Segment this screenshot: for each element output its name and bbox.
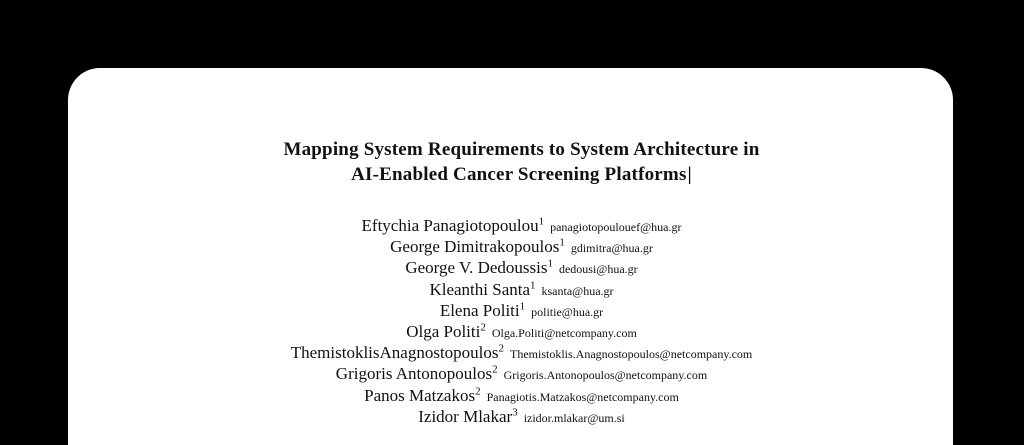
author-email: gdimitra@hua.gr [570, 241, 653, 256]
author-row[interactable] [90, 364, 953, 385]
author-name: Eftychia Panagiotopoulou [361, 216, 539, 235]
author-row[interactable] [90, 407, 953, 428]
author-email: Grigoris.Antonopoulos@netcompany.com [503, 368, 708, 383]
author-email: panagiotopoulouef@hua.gr [550, 220, 682, 234]
author-affiliation-mark: 1 [547, 257, 553, 270]
author-row[interactable] [90, 237, 953, 258]
author-row[interactable] [90, 258, 953, 279]
author-email: dedousi@hua.gr [558, 262, 638, 277]
author-affiliation-mark: 1 [538, 215, 545, 228]
document-page[interactable] [68, 68, 953, 445]
author-affiliation-mark: 2 [480, 321, 486, 334]
author-name: George Dimitrakopoulos [390, 237, 560, 257]
author-affiliation-mark: 2 [498, 342, 505, 355]
author-name: Izidor Mlakar [418, 406, 513, 426]
author-email: politie@hua.gr [531, 304, 604, 319]
document-title-line1[interactable]: Mapping System Requirements to System Architecture in [283, 139, 760, 160]
author-row[interactable] [90, 301, 953, 322]
author-email: izidor.mlakar@um.si [523, 410, 625, 425]
document-content [68, 68, 953, 428]
author-list [90, 216, 953, 428]
author-email: Panagiotis.Matzakos@netcompany.com [486, 389, 679, 404]
author-affiliation-mark: 1 [559, 236, 565, 249]
author-row[interactable] [90, 280, 953, 301]
author-affiliation-mark: 3 [512, 406, 518, 419]
author-name: George V. Dedoussis [405, 258, 548, 278]
text-cursor: | [687, 164, 692, 185]
author-affiliation-mark: 1 [530, 278, 536, 291]
author-name: ThemistoklisAnagnostopoulos [290, 343, 499, 363]
author-name: Panos Matzakos [364, 385, 476, 405]
author-row[interactable] [90, 343, 953, 364]
author-affiliation-mark: 2 [492, 363, 498, 376]
author-name: Kleanthi Santa [429, 279, 531, 299]
author-row[interactable] [90, 322, 953, 343]
document-title-line2[interactable]: AI-Enabled Cancer Screening Platforms [351, 164, 687, 185]
document-title[interactable] [90, 137, 953, 187]
author-row[interactable] [90, 386, 953, 407]
author-email: Olga.Politi@netcompany.com [491, 326, 637, 341]
author-row[interactable] [90, 216, 953, 237]
author-affiliation-mark: 2 [475, 384, 481, 397]
author-email: ksanta@hua.gr [541, 283, 614, 298]
author-name: Olga Politi [406, 322, 481, 342]
author-name: Grigoris Antonopoulos [335, 364, 493, 384]
author-name: Elena Politi [439, 300, 520, 320]
author-email: Themistoklis.Anagnostopoulos@netcompany.com [510, 347, 753, 362]
author-affiliation-mark: 1 [519, 300, 526, 313]
